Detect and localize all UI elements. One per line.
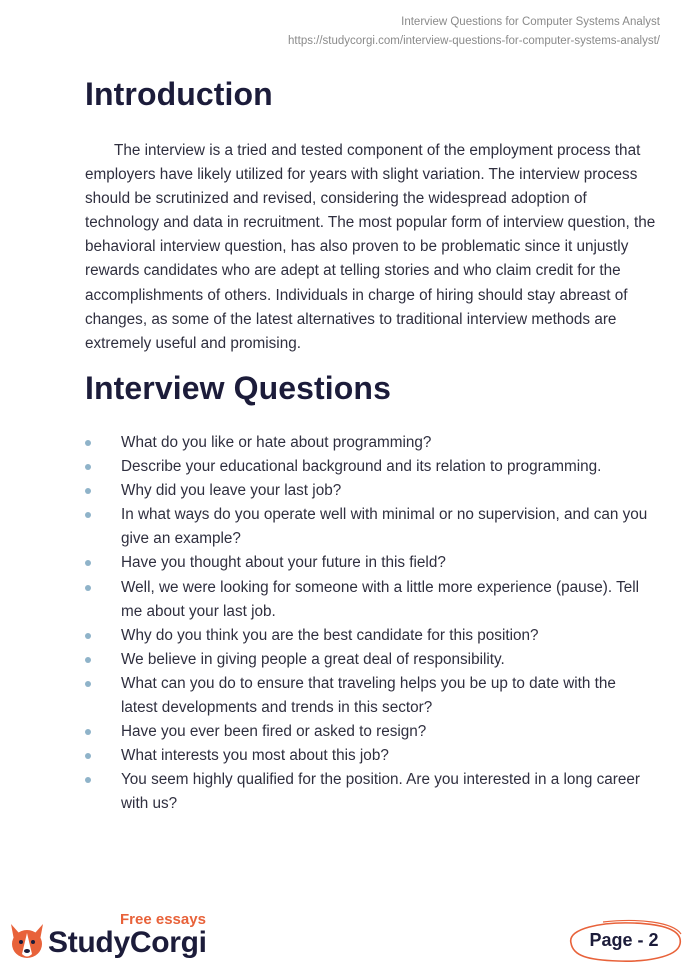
bullet-icon — [85, 681, 91, 687]
bullet-icon — [85, 560, 91, 566]
interview-questions-heading: Interview Questions — [85, 370, 391, 406]
page-number: Page - 2 — [589, 930, 659, 950]
list-item — [85, 672, 655, 720]
question-text: What interests you most about this job? — [121, 747, 389, 765]
bullet-icon — [85, 585, 91, 591]
list-item — [85, 503, 655, 551]
question-text: We believe in giving people a great deal of responsibility. — [121, 650, 505, 668]
list-item — [85, 551, 655, 575]
bullet-icon — [85, 753, 91, 759]
list-item — [85, 720, 655, 744]
bullet-icon — [85, 729, 91, 735]
list-item — [85, 479, 655, 503]
free-essays-tagline: Free essays — [120, 911, 206, 928]
question-text: Why do you think you are the best candidate for this position? — [121, 626, 539, 644]
question-text: Why did you leave your last job? — [121, 482, 342, 500]
list-item — [85, 744, 655, 768]
introduction-heading: Introduction — [85, 76, 273, 112]
bullet-icon — [85, 464, 91, 470]
bullet-icon — [85, 512, 91, 518]
bullet-icon — [85, 440, 91, 446]
question-text: What can you do to ensure that traveling helps you be up to date with the latest developments and trends in this sector? — [121, 674, 616, 717]
document-title: Interview Questions for Computer Systems Analyst — [401, 16, 660, 28]
page-number-badge — [563, 916, 685, 964]
corgi-icon — [8, 920, 46, 960]
document-url: https://studycorgi.com/interview-questions-for-computer-systems-analyst/ — [288, 35, 660, 47]
bullet-icon — [85, 488, 91, 494]
list-item — [85, 768, 655, 816]
question-text: You seem highly qualified for the position. Are you interested in a long career with us? — [121, 771, 641, 813]
bullet-icon — [85, 657, 91, 663]
list-item — [85, 576, 655, 624]
running-header — [288, 13, 660, 51]
introduction-paragraph: The interview is a tried and tested component of the employment process that employers have likely utilized for years with slight variation. The interview process should be scrutinized and revised, considering the widespread adoption of technology and data in recruitment. The most popular form of interview question, the behavioral interview question, has also proven to be problematic since it unjustly rewards candidates who are adept at telling stories and who claim credit for the accomplishments of others. Individuals in charge of hiring should stay abreast of changes, as some of the latest alternatives to traditional interview methods are extremely useful and promising. — [85, 142, 656, 352]
question-list — [85, 431, 655, 817]
brand-name: StudyCorgi — [48, 926, 207, 959]
bullet-icon — [85, 633, 91, 639]
studycorgi-logo[interactable] — [8, 910, 228, 962]
list-item — [85, 624, 655, 648]
question-text: In what ways do you operate well with minimal or no supervision, and can you give an example? — [121, 506, 648, 548]
question-text: Describe your educational background and its relation to programming. — [121, 458, 602, 476]
list-item — [85, 455, 655, 479]
bullet-icon — [85, 777, 91, 783]
list-item — [85, 431, 655, 455]
list-item — [85, 648, 655, 672]
question-text: Have you ever been fired or asked to resign? — [121, 723, 427, 741]
question-text: Have you thought about your future in this field? — [121, 554, 446, 572]
question-text: What do you like or hate about programming? — [121, 434, 432, 451]
question-text: Well, we were looking for someone with a little more experience (pause). Tell me about your last job. — [121, 578, 640, 620]
